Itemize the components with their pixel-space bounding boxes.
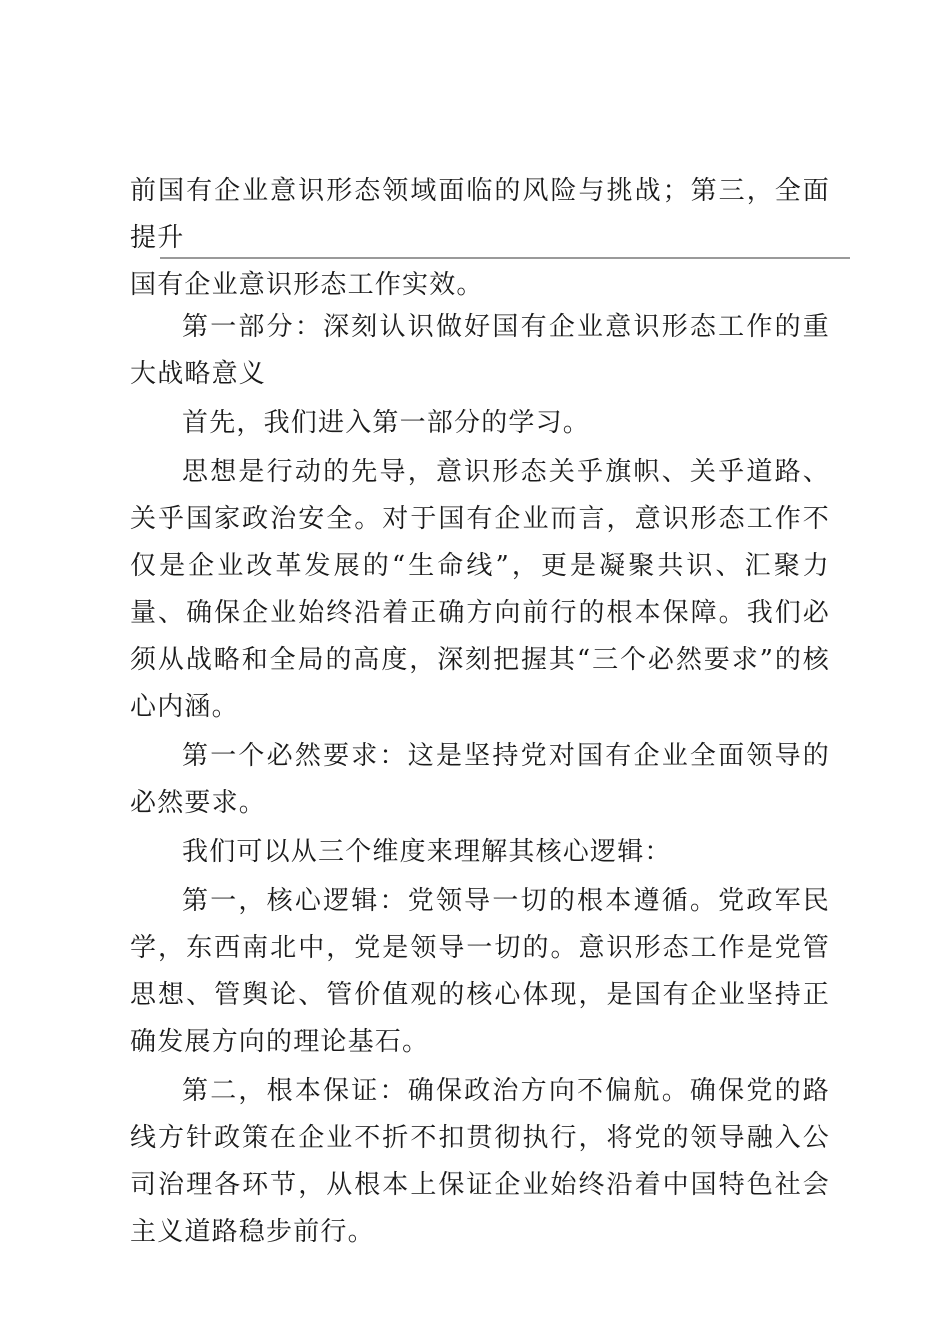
intro-line-1: 前国有企业意识形态领域面临的风险与挑战；第三，全面提升 [130, 176, 830, 253]
paragraph-4: 我们可以从三个维度来理解其核心逻辑： [182, 837, 672, 867]
main-text-block [130, 304, 830, 1256]
paragraph-1: 首先，我们进入第一部分的学习。 [182, 408, 591, 438]
section-heading: 第一部分：深刻认识做好国有企业意识形态工作的重大战略意义 [130, 312, 830, 389]
section-divider [160, 257, 850, 259]
intro-line-2: 国有企业意识形态工作实效。 [130, 270, 484, 300]
paragraph-6: 第二，根本保证：确保政治方向不偏航。确保党的路线方针政策在企业不折不扣贯彻执行，将党的领导融入公司治理各环节，从根本上保证企业始终沿着中国特色社会主义道路稳步前行。 [130, 1076, 830, 1247]
paragraph-3: 第一个必然要求：这是坚持党对国有企业全面领导的必然要求。 [130, 741, 830, 818]
intro-text-block [130, 168, 830, 309]
paragraph-5: 第一，核心逻辑：党领导一切的根本遵循。党政军民学，东西南北中，党是领导一切的。意识形态工作是党管思想、管舆论、管价值观的核心体现，是国有企业坚持正确发展方向的理论基石。 [130, 886, 830, 1057]
paragraph-2: 思想是行动的先导，意识形态关乎旗帜、关乎道路、关乎国家政治安全。对于国有企业而言，意识形态工作不仅是企业改革发展的“生命线”，更是凝聚共识、汇聚力量、确保企业始终沿着正确方向前行的根本保障。我们必须从战略和全局的高度，深刻把握其“三个必然要求”的核心内涵。 [130, 457, 830, 722]
